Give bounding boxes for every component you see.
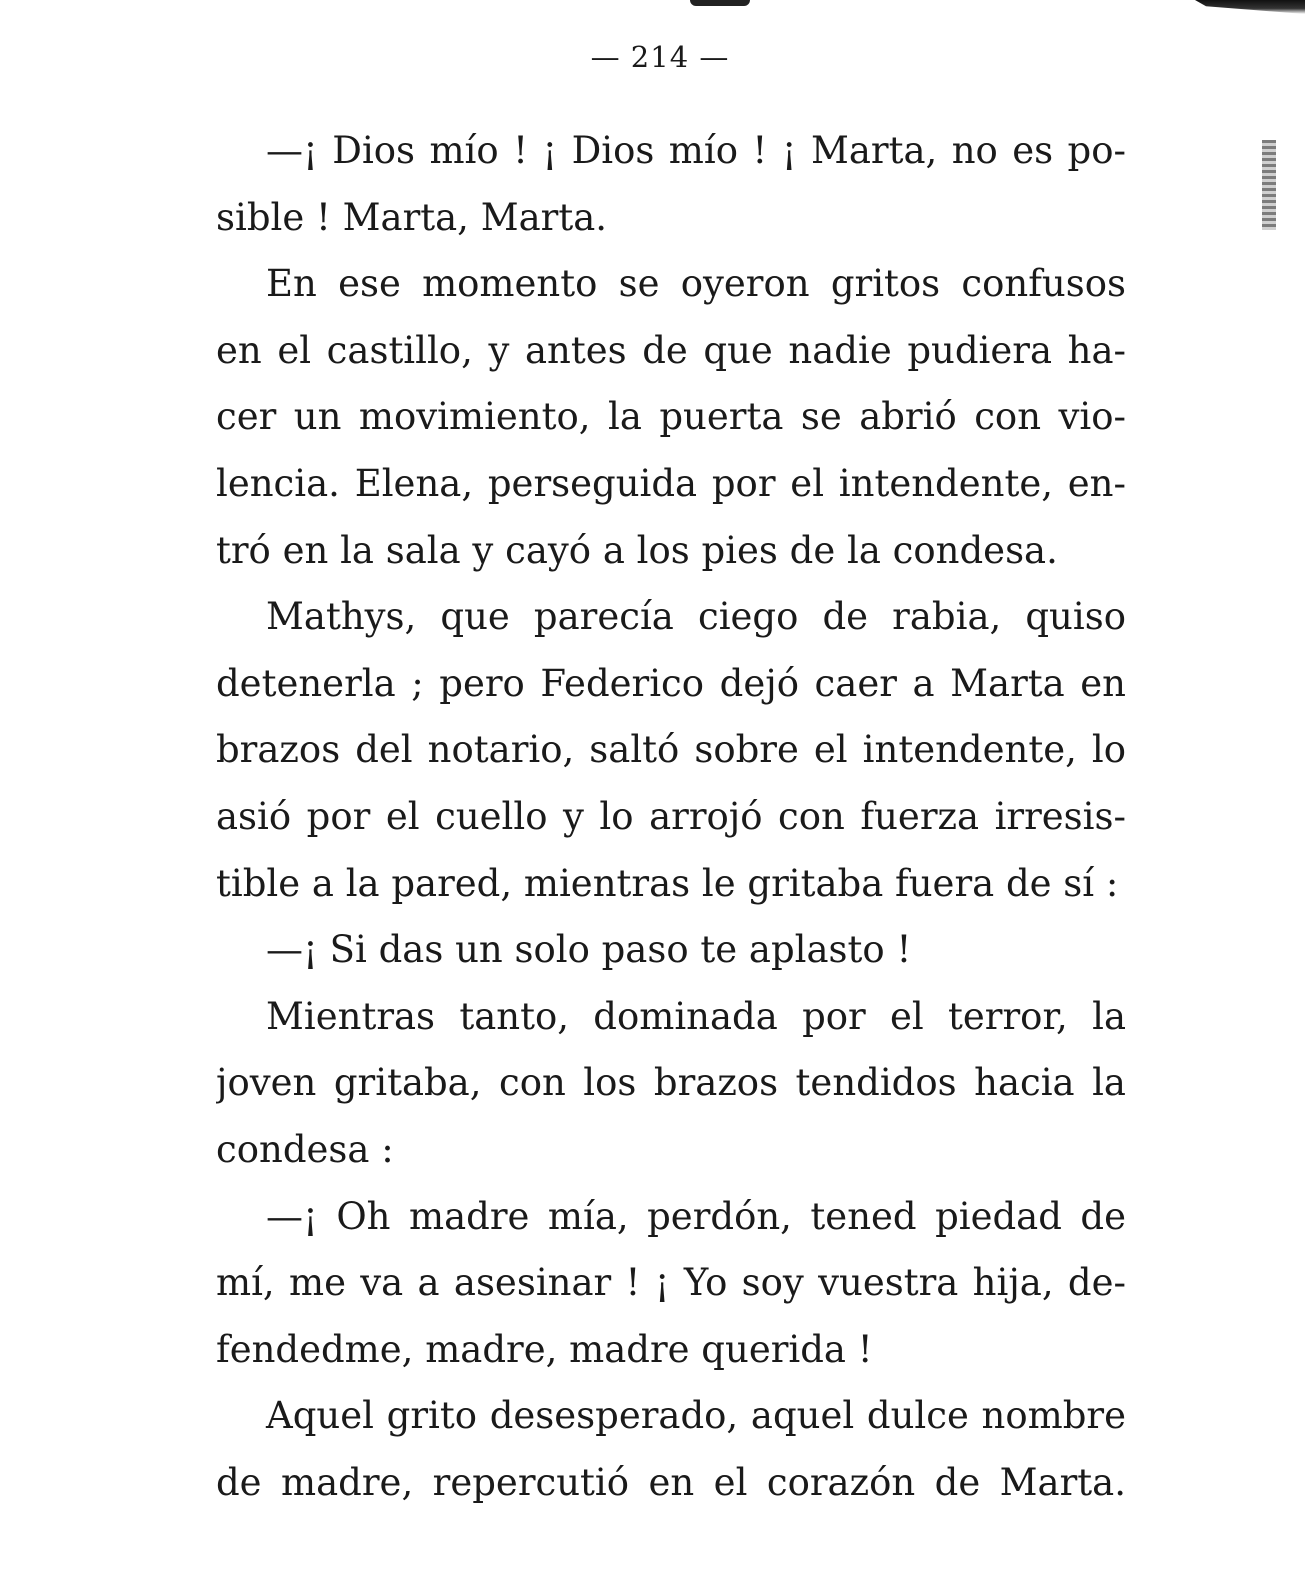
body-text [216,118,1126,1516]
text-line: asió por el cuello y lo arrojó con fuerza irresis- [216,794,1126,838]
text-line: Aquel grito desesperado, aquel dulce nombre [266,1394,1126,1438]
text-line: lencia. Elena, perseguida por el intendente, en- [216,461,1126,505]
text-line: condesa : [216,1127,394,1171]
text-line: —¡ Oh madre mía, perdón, tened piedad de [266,1194,1126,1238]
text-line: tible a la pared, mientras le gritaba fuera de sí : [216,861,1119,905]
text-line: cer un movimiento, la puerta se abrió con vio- [216,395,1126,439]
text-line: brazos del notario, saltó sobre el intendente, lo [216,728,1126,772]
text-line: detenerla ; pero Federico dejó caer a Marta en [216,661,1126,705]
text-line: Mientras tanto, dominada por el terror, la [266,994,1126,1038]
scan-edge-mark [1195,0,1305,14]
text-line: tró en la sala y cayó a los pies de la condesa. [216,528,1058,572]
text-line: de madre, repercutió en el corazón de Marta. [216,1460,1126,1504]
text-line: En ese momento se oyeron gritos confusos [266,262,1126,306]
text-line: joven gritaba, con los brazos tendidos hacia la [216,1061,1126,1105]
text-line: mí, me va a asesinar ! ¡ Yo soy vuestra hija, de- [216,1261,1126,1305]
text-line: en el castillo, y antes de que nadie pudiera ha- [216,328,1126,372]
text-line: —¡ Si das un solo paso te aplasto ! [266,928,912,972]
ink-smudge [690,0,750,6]
scan-edge-mark-right [1262,140,1276,230]
text-line: sible ! Marta, Marta. [216,195,608,239]
text-line: Mathys, que parecía ciego de rabia, quiso [266,595,1126,639]
text-line: —¡ Dios mío ! ¡ Dios mío ! ¡ Marta, no es po- [266,129,1126,172]
text-line: fendedme, madre, madre querida ! [216,1327,873,1371]
page-number: — 214 — [590,40,730,74]
